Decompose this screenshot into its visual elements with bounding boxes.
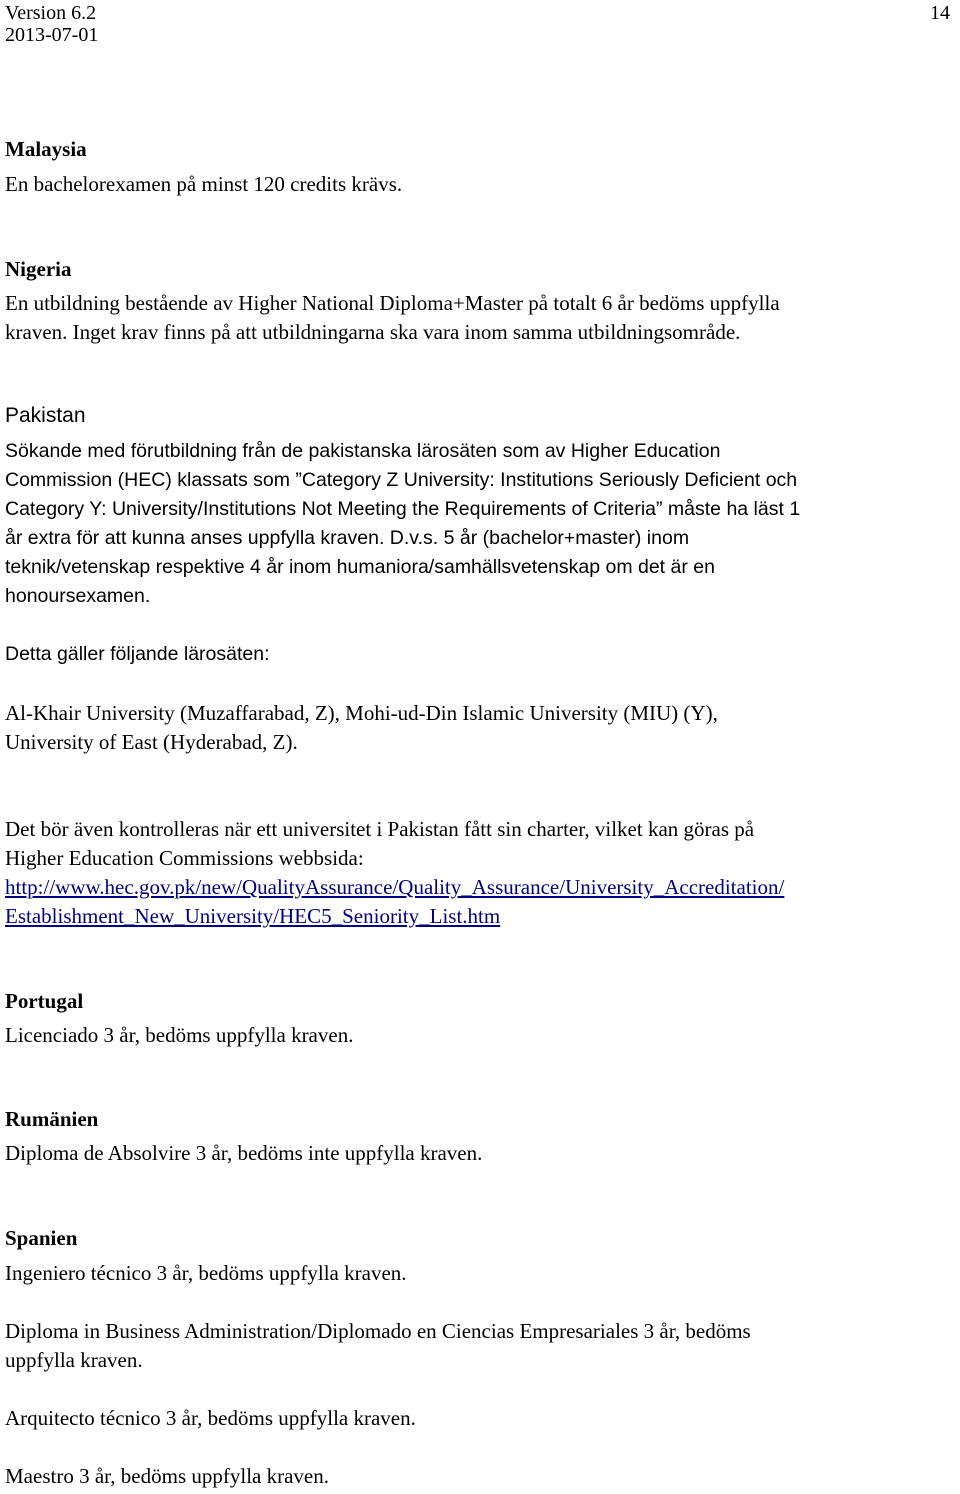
hec-link-line-1[interactable]: http://www.hec.gov.pk/new/QualityAssurance/Quality_Assurance/University_Accreditation/ <box>5 875 785 899</box>
spanien-para3-line-1: Arquitecto técnico 3 år, bedöms uppfylla kraven. <box>5 1406 416 1430</box>
pakistan-para1-line-5: teknik/vetenskap respektive 4 år inom humaniora/samhällsvetenskap om det är en <box>5 556 715 578</box>
page-number: 14 <box>930 2 950 24</box>
pakistan-para1-line-3: Category Y: University/Institutions Not Meeting the Requirements of Criteria” måste ha läst 1 <box>5 498 801 520</box>
rumanien-line-1: Diploma de Absolvire 3 år, bedöms inte uppfylla kraven. <box>5 1141 483 1165</box>
pakistan-para3-line-2: University of East (Hyderabad, Z). <box>5 730 298 754</box>
heading-rumanien: Rumänien <box>5 1107 99 1131</box>
heading-spanien: Spanien <box>5 1226 78 1250</box>
pakistan-para4-line-2: Higher Education Commissions webbsida: <box>5 846 364 870</box>
spanien-para4-line-1: Maestro 3 år, bedöms uppfylla kraven. <box>5 1464 329 1488</box>
pakistan-para1-line-4: år extra för att kunna anses uppfylla kraven. D.v.s. 5 år (bachelor+master) inom <box>5 527 690 549</box>
spanien-para2-line-2: uppfylla kraven. <box>5 1348 143 1372</box>
heading-nigeria: Nigeria <box>5 257 72 281</box>
portugal-line-1: Licenciado 3 år, bedöms uppfylla kraven. <box>5 1023 354 1047</box>
pakistan-para1-line-1: Sökande med förutbildning från de pakistanska lärosäten som av Higher Education <box>5 440 721 462</box>
malaysia-line-1: En bachelorexamen på minst 120 credits krävs. <box>5 172 403 196</box>
pakistan-para2-line-1: Detta gäller följande lärosäten: <box>5 643 270 665</box>
nigeria-line-2: kraven. Inget krav finns på att utbildningarna ska vara inom samma utbildningsområde. <box>5 320 741 344</box>
document-version: Version 6.2 <box>5 2 97 24</box>
pakistan-para4-line-1: Det bör även kontrolleras när ett universitet i Pakistan fått sin charter, vilket kan göras på <box>5 817 755 841</box>
nigeria-line-1: En utbildning bestående av Higher National Diploma+Master på totalt 6 år bedöms uppfylla <box>5 291 780 315</box>
spanien-para1-line-1: Ingeniero técnico 3 år, bedöms uppfylla kraven. <box>5 1261 407 1285</box>
pakistan-para1-line-6: honoursexamen. <box>5 585 151 607</box>
heading-malaysia: Malaysia <box>5 137 87 161</box>
pakistan-para3-line-1: Al-Khair University (Muzaffarabad, Z), Mohi-ud-Din Islamic University (MIU) (Y), <box>5 701 718 725</box>
spanien-para2-line-1: Diploma in Business Administration/Diplomado en Ciencias Empresariales 3 år, bedöms <box>5 1319 751 1343</box>
hec-link-line-2[interactable]: Establishment_New_University/HEC5_Seniority_List.htm <box>5 904 501 928</box>
heading-pakistan: Pakistan <box>5 404 86 427</box>
pakistan-para1-line-2: Commission (HEC) klassats som ”Category Z University: Institutions Seriously Deficient och <box>5 469 798 491</box>
heading-portugal: Portugal <box>5 989 84 1013</box>
document-date: 2013-07-01 <box>5 24 99 46</box>
